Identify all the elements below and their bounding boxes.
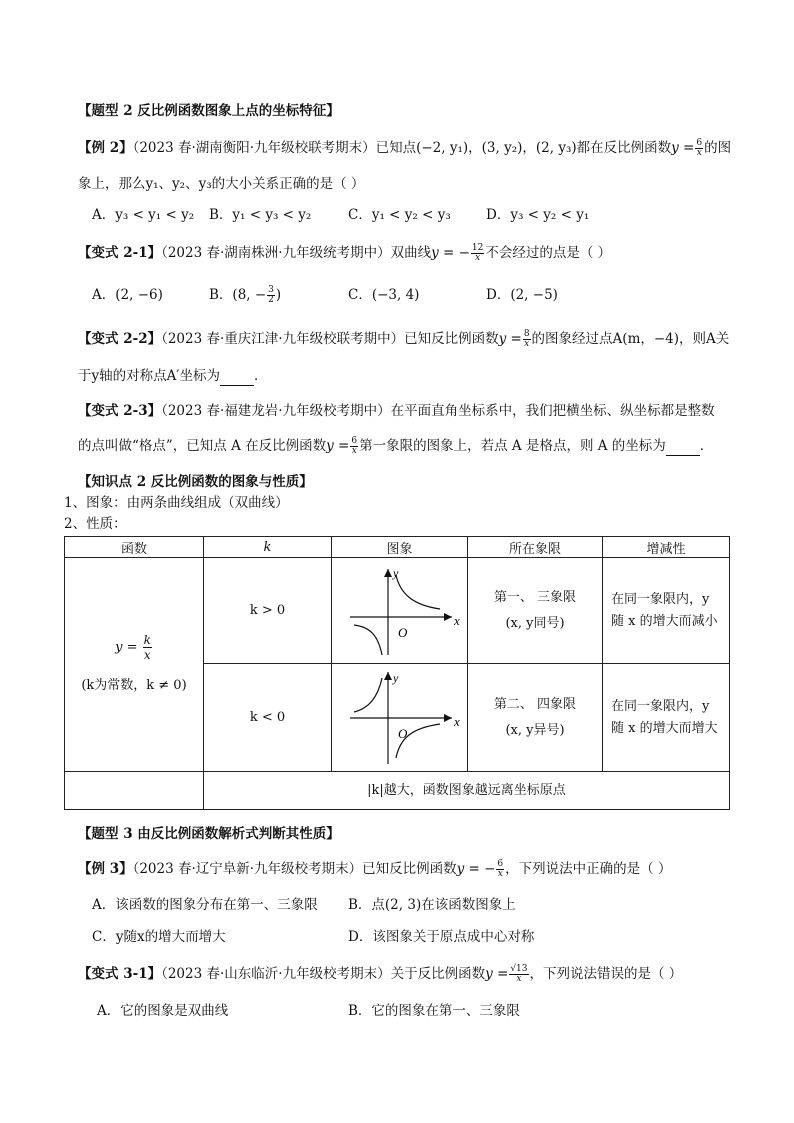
quadrant-text: 第一、 三象限 <box>493 589 577 605</box>
example3-tag: 【例 3】 <box>78 861 133 877</box>
origin-label: O <box>397 725 407 741</box>
trend-cell <box>603 558 730 664</box>
example2-points: (−2, y₁)，(3, y₂)，(2, y₃) <box>416 140 577 156</box>
variant22-end: 的图象经过点A(m，−4)，则A关 <box>531 331 730 347</box>
variant21-frac-num: 12 <box>471 243 484 253</box>
variant21-option-a: A．(2, −6) <box>92 287 163 303</box>
variant23-line1 <box>78 401 715 421</box>
variant21-end: 不会经过的点是（ ） <box>485 245 612 261</box>
table-header-cell: 增减性 <box>603 537 730 558</box>
example3-option-a: A．该函数的图象分布在第一、三象限 <box>92 897 318 913</box>
example2-frac-num: 6 <box>696 138 703 148</box>
variant23-line2b: 第一象限的图象上，若点 A 是格点，则 A 的坐标为 <box>359 438 666 454</box>
variant21-option-b <box>209 285 281 305</box>
quadrant-text: 第二、 四象限 <box>493 696 577 712</box>
table-header-cell: k <box>204 537 332 558</box>
hyperbola-branch-q1 <box>396 575 440 609</box>
variant22-frac-num: 8 <box>523 329 530 339</box>
example3-yeq: y = − <box>456 861 496 877</box>
function-formula <box>65 633 203 662</box>
variant31-end: ，下列说法错误的是（ ） <box>529 966 683 982</box>
variant23-frac-den: x <box>351 446 357 456</box>
k-value-cell: k < 0 <box>204 664 332 772</box>
function-frac-den: x <box>143 648 151 662</box>
variant21-source: （2023 春·湖南株洲·九年级统考期中）双曲线 <box>161 245 432 261</box>
table-row <box>65 558 730 664</box>
example3-end: ，下列说法中正确的是（ ） <box>505 861 672 877</box>
variant23-tag: 【变式 2-3】 <box>78 403 162 419</box>
variant23-frac-num: 6 <box>351 436 358 446</box>
variant21-option-d: D．(2, −5) <box>486 287 558 303</box>
variant23-line2a: 的点叫做“格点”，已知点 A 在反比例函数 <box>78 438 327 454</box>
knowledge-item-1: 1、图象：由两条曲线组成（双曲线） <box>64 495 289 511</box>
example2-frac-den: x <box>696 148 702 158</box>
function-yeq: y = <box>115 640 138 655</box>
example3-option-b: B．点(2, 3)在该函数图象上 <box>348 897 516 913</box>
section-title-type3: 【题型 3 由反比例函数解析式判断其性质】 <box>78 826 340 842</box>
example2-source: （2023 春·湖南衡阳·九年级校联考期末）已知点 <box>132 140 417 156</box>
hyperbola-graph-k-positive <box>340 563 460 659</box>
y-axis-label: y <box>392 670 398 685</box>
trend-line-1: 在同一象限内，y <box>611 591 710 607</box>
example3-fraction <box>496 860 504 879</box>
properties-table <box>64 536 730 810</box>
variant21-option-b-pre: (8, − <box>232 287 267 303</box>
y-axis-arrow <box>384 672 392 680</box>
function-cell-continued <box>65 772 204 810</box>
hyperbola-branch-q2 <box>354 678 382 712</box>
function-condition: (k为常数，k ≠ 0) <box>81 678 187 693</box>
variant22-line2-text: 于y轴的对称点A′坐标为 <box>78 368 220 384</box>
example2-end: 的图 <box>704 140 732 156</box>
trend-cell <box>603 664 730 772</box>
y-axis-arrow <box>384 569 392 577</box>
variant31-line <box>78 964 682 984</box>
example2-yeq: y = <box>671 140 695 156</box>
variant22-fraction <box>523 330 531 349</box>
example3-line <box>78 859 671 879</box>
example2-option-a: A．y₃ < y₁ < y₂ <box>92 207 195 223</box>
variant21-option-b-den: 2 <box>268 295 274 305</box>
table-header-row <box>65 537 730 558</box>
variant22-line1 <box>78 329 729 349</box>
function-frac-num: k <box>143 633 151 647</box>
variant31-source: （2023 春·山东临沂·九年级校考期末）关于反比例函数 <box>161 966 486 982</box>
variant31-option-b: B．它的图象在第一、三象限 <box>348 1003 520 1019</box>
table-header-cell: 图象 <box>332 537 468 558</box>
variant22-tag: 【变式 2-2】 <box>78 331 162 347</box>
variant23-yeq: y = <box>326 438 350 454</box>
k-value-cell: k > 0 <box>204 558 332 664</box>
example3-frac-num: 6 <box>497 859 504 869</box>
example2-fraction <box>695 139 703 158</box>
example3-source: （2023 春·辽宁阜新·九年级校考期末）已知反比例函数 <box>132 861 457 877</box>
variant23-line2: 的点叫做“格点”，已知点 A 在反比例函数y = $\frac{6}{x}$ 第一象限的图象上，若点 A 是格点，则 A 的坐标为 ． <box>78 436 714 456</box>
variant21-option-c: C．(−3, 4) <box>348 287 420 303</box>
function-fraction <box>143 633 152 662</box>
variant22-line2: 于y轴的对称点A′坐标为 ． <box>78 368 268 384</box>
example2-tag: 【例 2】 <box>78 140 133 156</box>
variant21-yeq: y = − <box>431 245 470 261</box>
variant21-option-b-num: 3 <box>268 285 274 295</box>
knowledge-item-2: 2、性质： <box>64 516 127 532</box>
section-title-type2: 【题型 2 反比例函数图象上点的坐标特征】 <box>78 103 340 119</box>
hyperbola-branch-q3 <box>354 625 382 655</box>
variant31-frac-den: x <box>516 974 522 984</box>
variant31-option-a: A．它的图象是双曲线 <box>97 1003 229 1019</box>
variant31-fraction <box>509 965 528 984</box>
variant21-option-b-post: ) <box>275 287 282 303</box>
variant22-source: （2023 春·重庆江津·九年级校联考期中）已知反比例函数 <box>161 331 499 347</box>
quadrant-cell <box>468 664 603 772</box>
variant23-source: （2023 春·福建龙岩·九年级校考期中）在平面直角坐标系中，我们把横坐标、纵坐标都是整数 <box>161 403 715 419</box>
variant31-frac-num: √13 <box>510 964 528 974</box>
x-axis-label: x <box>453 713 460 729</box>
example2-option-c: C．y₁ < y₂ < y₃ <box>348 207 451 223</box>
example2-option-d: D．y₃ < y₂ < y₁ <box>486 207 590 223</box>
x-axis-arrow <box>444 613 452 621</box>
function-cell <box>65 558 204 772</box>
answer-blank[interactable] <box>666 441 700 456</box>
quadrant-cell <box>468 558 603 664</box>
origin-label: O <box>397 624 407 640</box>
trend-line-2: 随 x 的增大而减小 <box>611 613 718 629</box>
example3-frac-den: x <box>497 869 503 879</box>
variant21-option-b-fraction <box>267 286 275 305</box>
quadrant-sign: (x, y同号) <box>505 615 565 631</box>
trend-line-2: 随 x 的增大而增大 <box>611 720 718 736</box>
answer-blank[interactable] <box>220 371 254 386</box>
hyperbola-graph-k-negative <box>340 668 460 768</box>
variant22-yeq: y = <box>498 331 522 347</box>
example3-option-c: C．y随x的增大而增大 <box>92 929 226 945</box>
magnitude-note: |k|越大，函数图象越远离坐标原点 <box>204 772 730 810</box>
example2-line1 <box>78 138 731 158</box>
variant21-frac-den: x <box>475 253 481 263</box>
table-header-cell: 函数 <box>65 537 204 558</box>
variant21-option-b-label: B． <box>209 287 233 303</box>
quadrant-sign: (x, y异号) <box>505 722 565 738</box>
trend-line-1: 在同一象限内，y <box>611 698 710 714</box>
variant21-tag: 【变式 2-1】 <box>78 245 162 261</box>
x-axis-label: x <box>453 612 460 628</box>
knowledge-point-title: 【知识点 2 反比例函数的图象与性质】 <box>78 474 313 490</box>
graph-cell <box>332 558 468 664</box>
table-row <box>65 772 730 810</box>
variant31-yeq: y = <box>485 966 509 982</box>
example2-option-b: B．y₁ < y₃ < y₂ <box>209 207 312 223</box>
variant21-fraction <box>471 244 484 263</box>
graph-cell <box>332 664 468 772</box>
variant23-fraction <box>350 437 358 456</box>
y-axis-label: y <box>392 565 398 580</box>
example2-mid: 都在反比例函数 <box>576 140 672 156</box>
x-axis-arrow <box>444 714 452 722</box>
variant31-tag: 【变式 3-1】 <box>78 966 162 982</box>
table-header-cell: 所在象限 <box>468 537 603 558</box>
example2-line2: 象上，那么y₁、y₂、y₃的大小关系正确的是（ ） <box>78 176 365 192</box>
variant21-line <box>78 243 611 263</box>
example3-option-d: D．该图象关于原点成中心对称 <box>348 929 535 945</box>
variant22-frac-den: x <box>524 339 530 349</box>
